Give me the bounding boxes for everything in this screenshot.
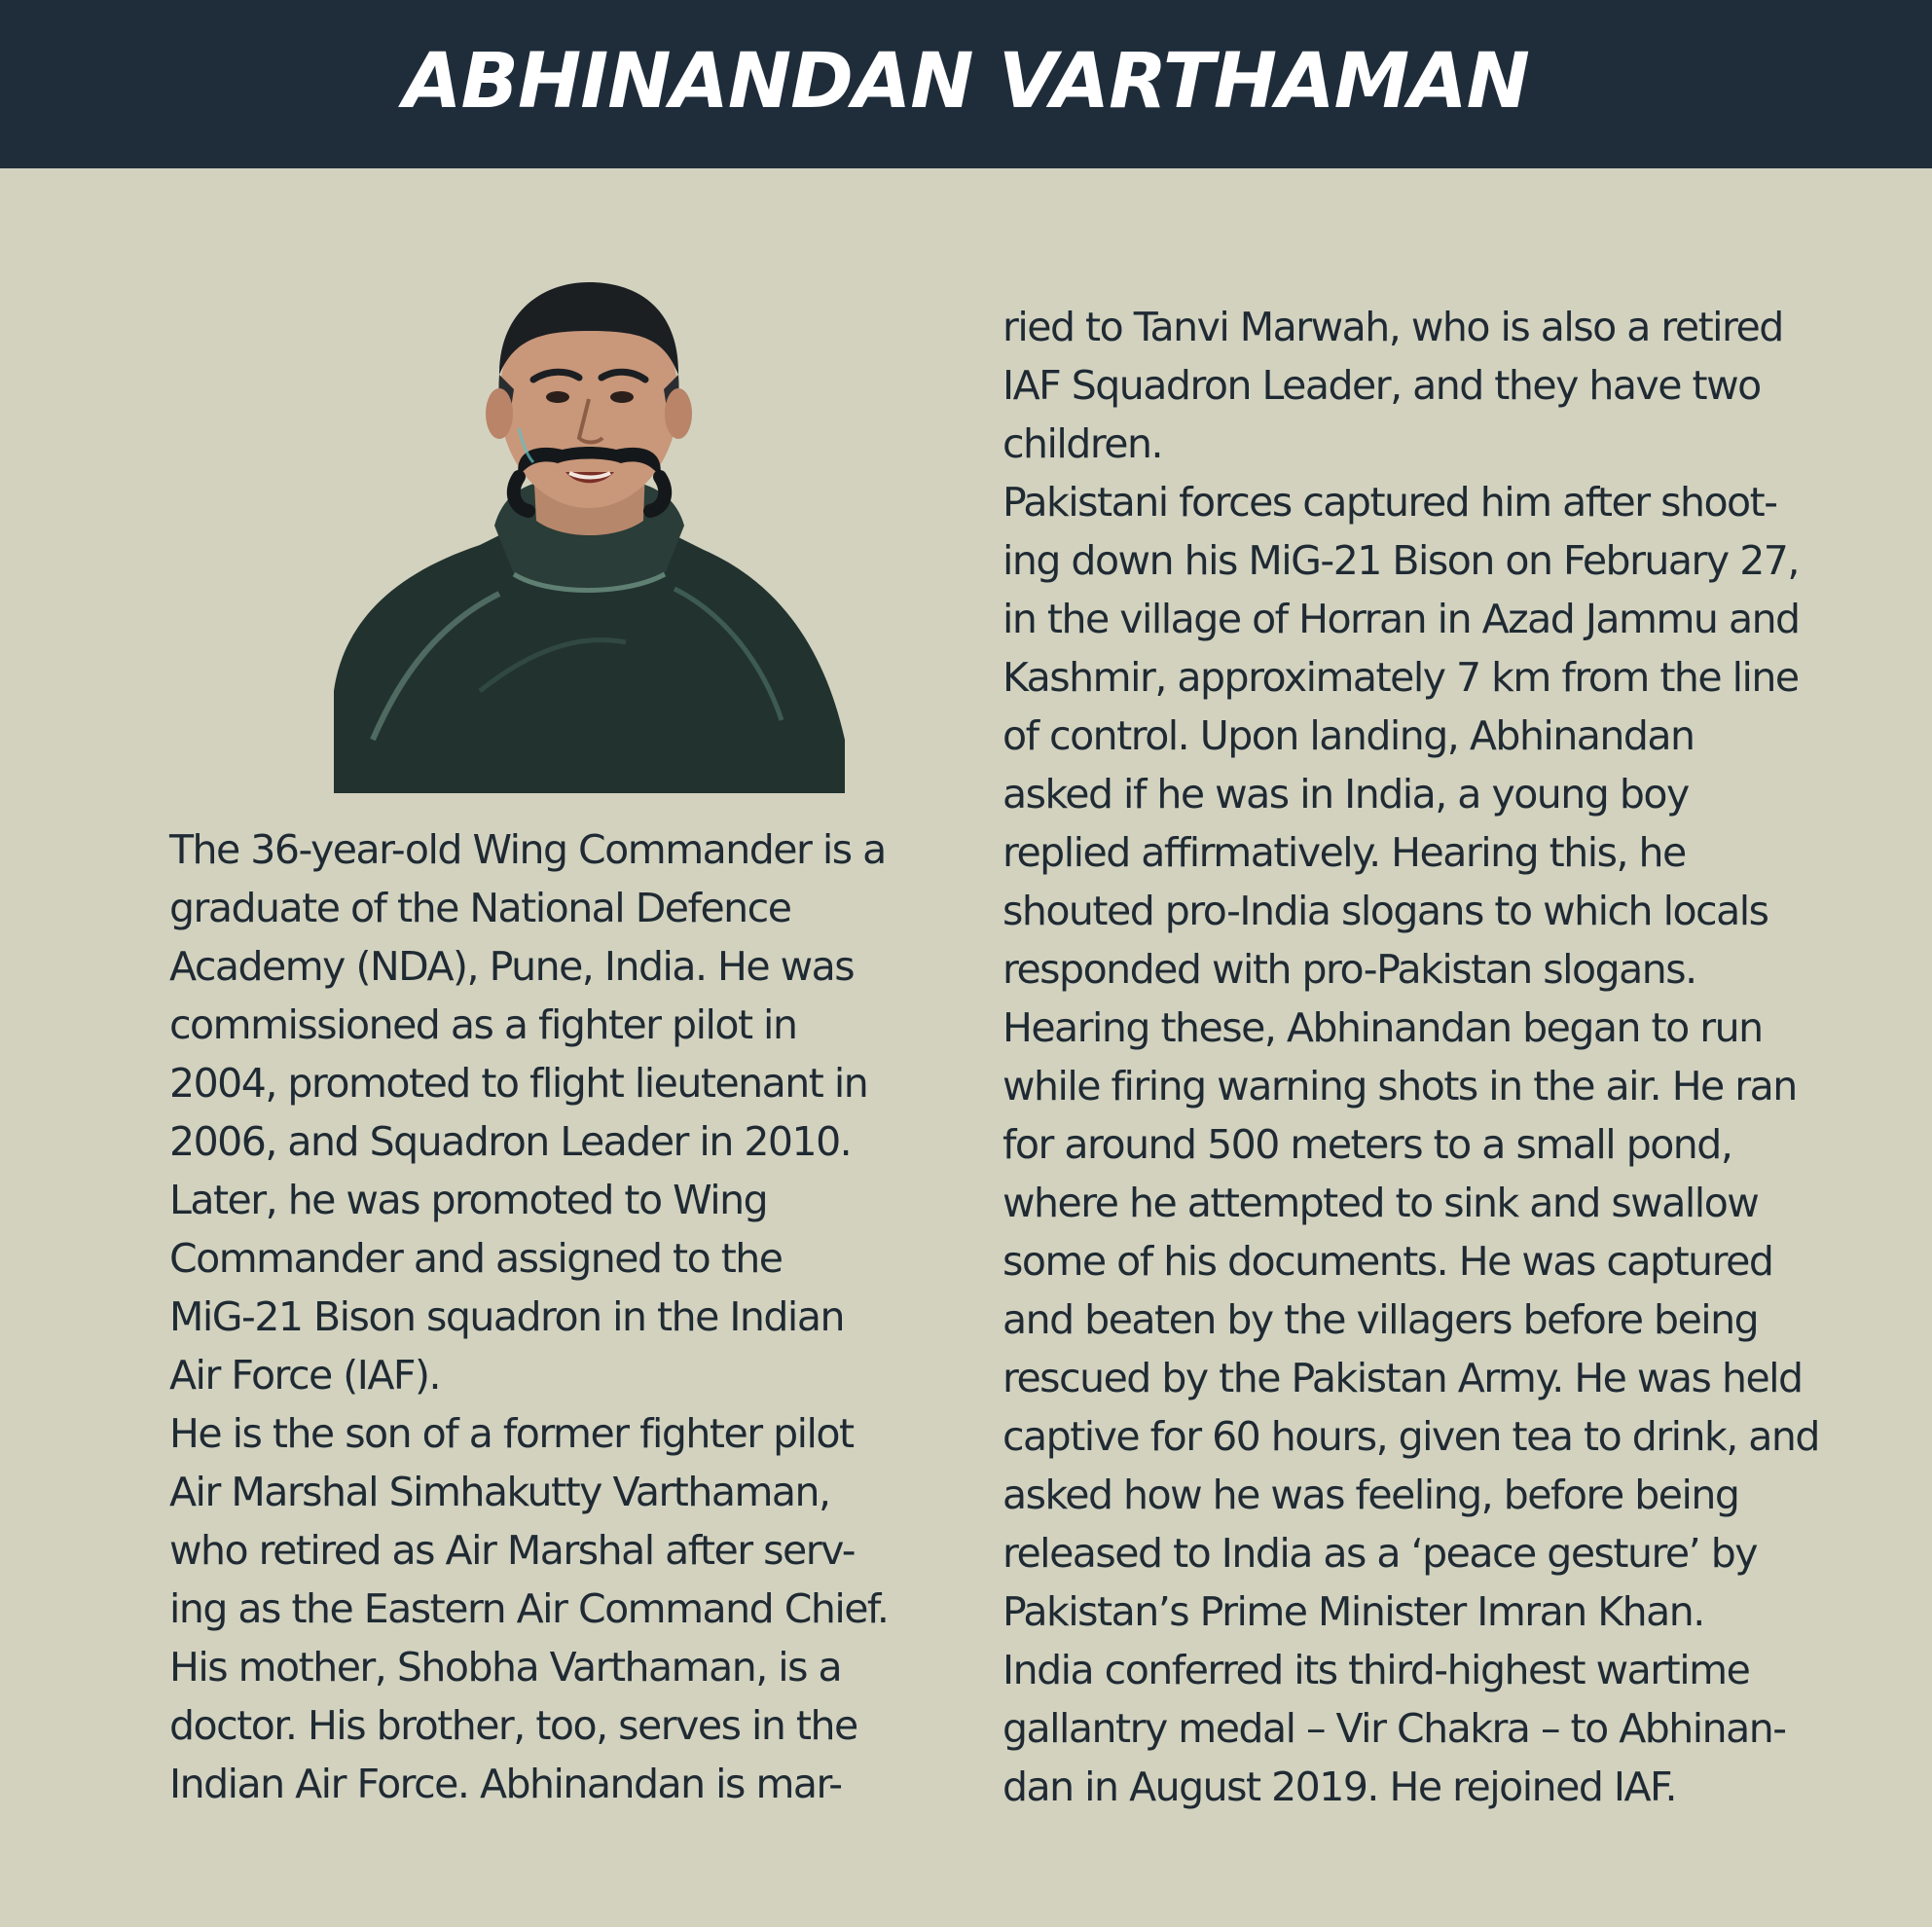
text-line: replied affirmatively. Hearing this, he — [1002, 829, 1686, 876]
text-line: while firing warning shots in the air. He ran — [1002, 1063, 1797, 1109]
article-left-column — [169, 820, 888, 1813]
text-line: released to India as a ‘peace gesture’ by — [1002, 1530, 1757, 1577]
text-line: Pakistani forces captured him after shoot- — [1002, 479, 1777, 526]
text-line: who retired as Air Marshal after serv- — [169, 1527, 856, 1574]
text-line: The 36-year-old Wing Commander is a — [169, 826, 886, 873]
text-line: Commander and assigned to the — [169, 1235, 783, 1282]
text-line: India conferred its third-highest wartime — [1002, 1647, 1750, 1693]
portrait-illustration — [334, 282, 845, 793]
text-line: MiG-21 Bison squadron in the Indian — [169, 1293, 844, 1340]
text-line: Later, he was promoted to Wing — [169, 1177, 768, 1223]
text-line: ried to Tanvi Marwah, who is also a retired — [1002, 304, 1783, 350]
text-line: Air Marshal Simhakutty Varthaman, — [169, 1469, 830, 1515]
text-line: responded with pro-Pakistan slogans. — [1002, 946, 1696, 993]
article-right-column — [1002, 298, 1819, 1816]
text-line: He is the son of a former fighter pilot — [169, 1410, 854, 1457]
text-line: commissioned as a fighter pilot in — [169, 1001, 797, 1048]
text-line: asked how he was feeling, before being — [1002, 1472, 1739, 1518]
page-title: ABHINANDAN VARTHAMAN — [403, 37, 1529, 126]
text-line: ing as the Eastern Air Command Chief. — [169, 1585, 889, 1632]
text-line: gallantry medal – Vir Chakra – to Abhinan- — [1002, 1705, 1786, 1752]
text-line: some of his documents. He was captured — [1002, 1238, 1773, 1285]
text-line: Pakistan’s Prime Minister Imran Khan. — [1002, 1588, 1704, 1635]
header-banner — [0, 0, 1932, 168]
text-line: Hearing these, Abhinandan began to run — [1002, 1004, 1763, 1051]
text-line: 2004, promoted to flight lieutenant in — [169, 1060, 868, 1107]
text-line: Air Force (IAF). — [169, 1352, 441, 1399]
text-line: of control. Upon landing, Abhinandan — [1002, 712, 1695, 759]
text-line: dan in August 2019. He rejoined IAF. — [1002, 1763, 1677, 1810]
text-line: 2006, and Squadron Leader in 2010. — [169, 1118, 852, 1165]
text-line: Indian Air Force. Abhinandan is mar- — [169, 1761, 842, 1807]
text-line: and beaten by the villagers before being — [1002, 1296, 1759, 1343]
text-line: for around 500 meters to a small pond, — [1002, 1121, 1732, 1168]
text-line: IAF Squadron Leader, and they have two — [1002, 362, 1761, 409]
text-line: asked if he was in India, a young boy — [1002, 771, 1689, 818]
text-line: doctor. His brother, too, serves in the — [169, 1702, 857, 1749]
text-line: where he attempted to sink and swallow — [1002, 1180, 1759, 1226]
text-line: Academy (NDA), Pune, India. He was — [169, 943, 855, 990]
text-line: children. — [1002, 420, 1163, 467]
text-line: shouted pro-India slogans to which locals — [1002, 888, 1768, 934]
text-line: ing down his MiG-21 Bison on February 27, — [1002, 537, 1799, 584]
portrait-icon — [334, 282, 845, 793]
text-line: Kashmir, approximately 7 km from the line — [1002, 654, 1799, 701]
text-line: in the village of Horran in Azad Jammu and — [1002, 596, 1800, 642]
text-line: captive for 60 hours, given tea to drink, and — [1002, 1413, 1819, 1460]
text-line: His mother, Shobha Varthaman, is a — [169, 1644, 842, 1691]
text-line: rescued by the Pakistan Army. He was held — [1002, 1355, 1803, 1401]
text-line: graduate of the National Defence — [169, 885, 791, 931]
